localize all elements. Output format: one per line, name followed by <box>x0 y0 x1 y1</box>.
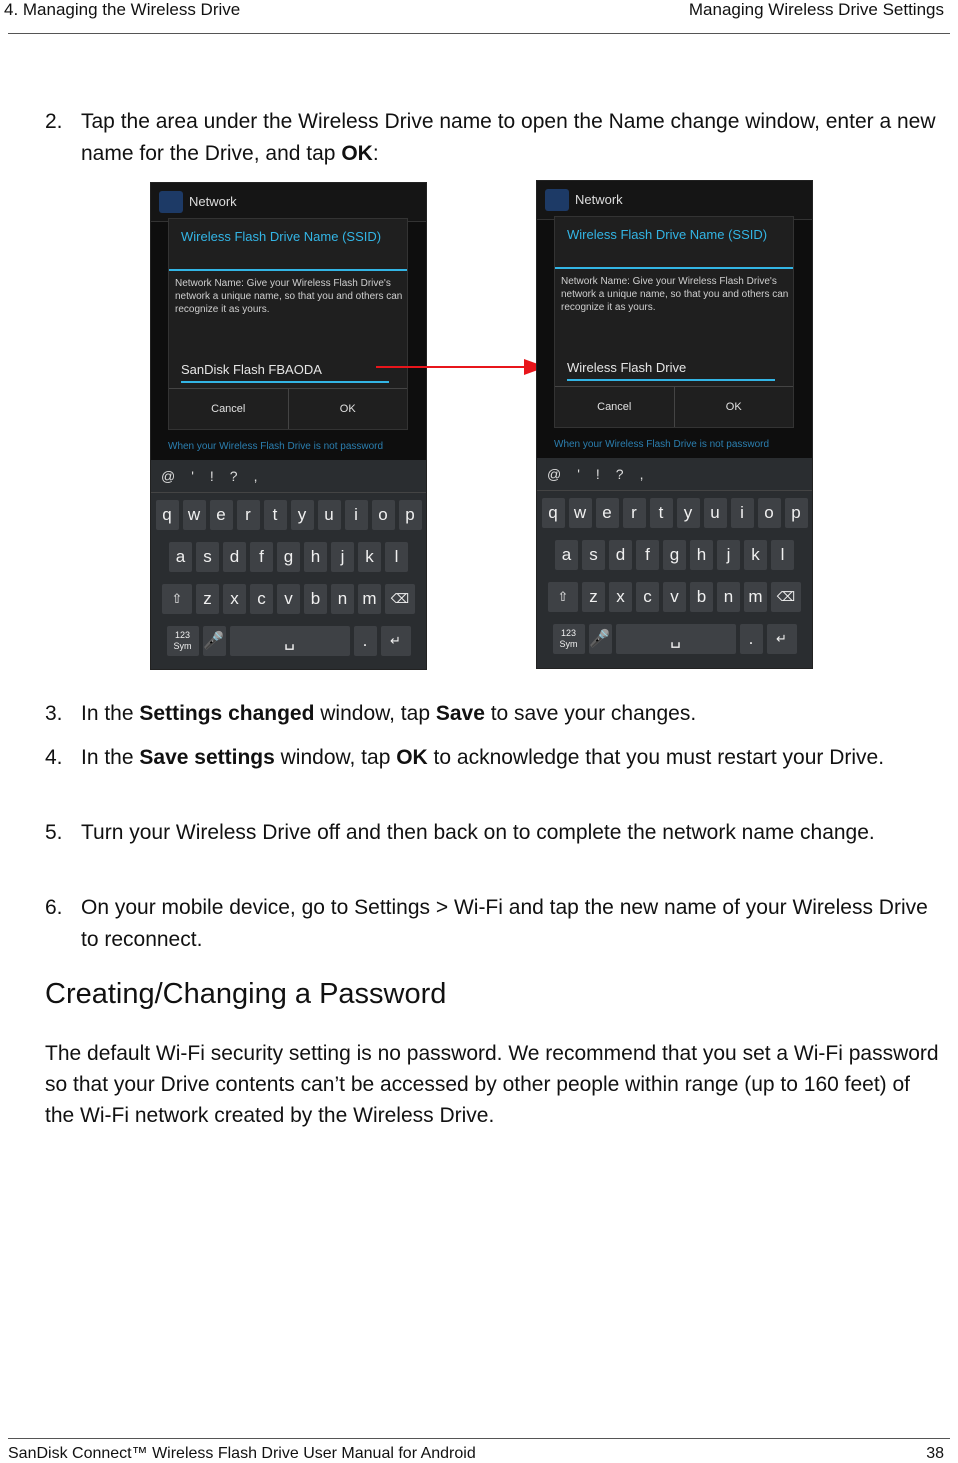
key-row-1 <box>537 498 812 528</box>
key-row-2 <box>151 542 426 572</box>
key[interactable]: t <box>650 498 673 528</box>
key[interactable]: u <box>318 500 341 530</box>
step-6 <box>45 892 945 956</box>
suggestion[interactable]: ? <box>615 466 624 482</box>
step-text-part: window, tap <box>274 746 397 769</box>
key[interactable]: d <box>609 540 632 570</box>
step-bold: OK <box>396 746 428 769</box>
period-key[interactable]: . <box>354 626 377 656</box>
ssid-input[interactable]: SanDisk Flash FBAODA <box>181 359 389 383</box>
key-row-4 <box>537 624 812 654</box>
dialog-description: Network Name: Give your Wireless Flash Drive's network a unique name, so that you and others can recognize it as yours. <box>175 278 403 315</box>
app-title: Network <box>575 192 623 207</box>
backspace-key-icon[interactable]: ⌫ <box>385 584 415 614</box>
key[interactable]: h <box>304 542 327 572</box>
step-text: On your mobile device, go to Settings > Wi-Fi and tap the new name of your Wireless Drive to reconnect. <box>81 896 928 951</box>
dialog-buttons <box>169 388 407 429</box>
key[interactable]: o <box>372 500 395 530</box>
step-number: 5. <box>45 821 63 844</box>
period-key[interactable]: . <box>740 624 763 654</box>
key[interactable]: l <box>771 540 794 570</box>
shift-key-icon[interactable]: ⇧ <box>548 582 578 612</box>
sym-key[interactable]: 123 Sym <box>167 626 199 656</box>
ok-button[interactable]: OK <box>288 389 408 429</box>
space-key-icon[interactable]: ␣ <box>616 624 736 654</box>
step-bold: Save settings <box>139 746 275 769</box>
screenshot-before <box>150 182 427 670</box>
step-number: 6. <box>45 896 63 919</box>
key[interactable]: i <box>345 500 368 530</box>
step-bold: Save <box>435 702 485 725</box>
step-3 <box>45 698 945 730</box>
step-text-part: In the <box>81 746 140 769</box>
suggestion[interactable]: ' <box>577 466 580 482</box>
key[interactable]: f <box>250 542 273 572</box>
sandisk-app-icon <box>159 191 183 213</box>
enter-key-icon[interactable]: ↵ <box>767 624 797 654</box>
key-row-2 <box>537 540 812 570</box>
key[interactable]: x <box>223 584 246 614</box>
sandisk-app-icon <box>545 189 569 211</box>
key[interactable]: f <box>636 540 659 570</box>
suggestion[interactable]: @ <box>547 466 562 482</box>
key[interactable]: z <box>196 584 219 614</box>
key[interactable]: m <box>358 584 381 614</box>
step-text <box>81 106 945 170</box>
ssid-input[interactable]: Wireless Flash Drive <box>567 357 775 381</box>
keyboard <box>537 458 812 668</box>
key[interactable]: t <box>264 500 287 530</box>
step-text-part: Tap the area under the Wireless Drive name to open the Name change window, enter a new name for the Drive, and tap <box>81 110 936 165</box>
key[interactable]: b <box>304 584 327 614</box>
key[interactable]: e <box>210 500 233 530</box>
sym-key[interactable]: 123 Sym <box>553 624 585 654</box>
suggestion[interactable]: ? <box>229 468 238 484</box>
key[interactable]: w <box>183 500 206 530</box>
suggestion[interactable]: ' <box>191 468 194 484</box>
suggestion[interactable]: , <box>253 468 258 484</box>
key-row-1 <box>151 500 426 530</box>
key-row-4 <box>151 626 426 656</box>
running-header-section: Managing Wireless Drive Settings <box>688 0 944 19</box>
key[interactable]: h <box>690 540 713 570</box>
background-text: When your Wireless Flash Drive is not password <box>554 439 770 450</box>
step-text-part: window, tap <box>314 702 436 725</box>
dialog-buttons <box>555 386 793 427</box>
ok-button[interactable]: OK <box>674 387 794 427</box>
key[interactable]: l <box>385 542 408 572</box>
key-row-3 <box>151 584 426 614</box>
step-text <box>81 698 945 730</box>
step-number: 2. <box>45 110 63 133</box>
microphone-key-icon[interactable]: 🎤 <box>589 624 612 654</box>
enter-key-icon[interactable]: ↵ <box>381 626 411 656</box>
section-paragraph: The default Wi-Fi security setting is no password. We recommend that you set a Wi-Fi password so that your Drive contents can’t be accessed by other people within range (up to 160 feet) of the Wi-Fi network created by the Wireless Drive. <box>45 1042 939 1127</box>
key[interactable]: d <box>223 542 246 572</box>
key[interactable]: c <box>250 584 273 614</box>
step-bold: OK <box>341 142 373 165</box>
section-heading: Creating/Changing a Password <box>45 978 447 1010</box>
key[interactable]: n <box>717 582 740 612</box>
key-row-3 <box>537 582 812 612</box>
background-text: When your Wireless Flash Drive is not password <box>168 441 384 452</box>
page-number: 38 <box>926 1445 944 1462</box>
step-text <box>81 742 945 774</box>
footer-rule <box>8 1438 950 1439</box>
step-4 <box>45 742 945 774</box>
key[interactable]: k <box>358 542 381 572</box>
key[interactable]: e <box>596 498 619 528</box>
step-text-part: to save your changes. <box>484 702 697 725</box>
key[interactable]: j <box>331 542 354 572</box>
key[interactable]: x <box>609 582 632 612</box>
key[interactable]: y <box>677 498 700 528</box>
key[interactable]: u <box>704 498 727 528</box>
keyboard <box>151 460 426 669</box>
key[interactable]: i <box>731 498 754 528</box>
backspace-key-icon[interactable]: ⌫ <box>771 582 801 612</box>
step-text-part: In the <box>81 702 140 725</box>
step-text-part: : <box>372 142 379 165</box>
key[interactable]: v <box>663 582 686 612</box>
key[interactable]: g <box>277 542 300 572</box>
step-number: 4. <box>45 746 63 769</box>
suggestion[interactable]: ! <box>595 466 600 482</box>
key[interactable]: a <box>169 542 192 572</box>
name-dialog <box>168 218 408 430</box>
key[interactable]: p <box>399 500 422 530</box>
app-bar <box>537 181 812 220</box>
key[interactable]: s <box>582 540 605 570</box>
key[interactable]: n <box>331 584 354 614</box>
arrow-icon <box>376 356 546 378</box>
key[interactable]: z <box>582 582 605 612</box>
microphone-key-icon[interactable]: 🎤 <box>203 626 226 656</box>
key[interactable]: r <box>237 500 260 530</box>
dialog-title: Wireless Flash Drive Name (SSID) <box>181 229 382 244</box>
dialog-description: Network Name: Give your Wireless Flash Drive's network a unique name, so that you and others can recognize it as yours. <box>561 276 789 313</box>
key[interactable]: k <box>744 540 767 570</box>
step-text-part: to acknowledge that you must restart your Drive. <box>427 746 885 769</box>
space-key-icon[interactable]: ␣ <box>230 626 350 656</box>
key[interactable]: g <box>663 540 686 570</box>
step-text: Turn your Wireless Drive off and then back on to complete the network name change. <box>81 821 875 844</box>
app-title: Network <box>189 194 237 209</box>
suggestion-bar <box>151 460 426 493</box>
dialog-title: Wireless Flash Drive Name (SSID) <box>567 227 768 242</box>
key[interactable]: q <box>542 498 565 528</box>
footer-manual-title: SanDisk Connect™ Wireless Flash Drive User Manual for Android <box>8 1445 476 1462</box>
key[interactable]: c <box>636 582 659 612</box>
key[interactable]: v <box>277 584 300 614</box>
header-rule <box>8 33 950 34</box>
step-5 <box>45 817 945 849</box>
app-bar <box>151 183 426 222</box>
screenshot-after <box>536 180 813 669</box>
key[interactable]: b <box>690 582 713 612</box>
suggestion-bar <box>537 458 812 491</box>
dialog-divider <box>169 269 407 271</box>
key[interactable]: y <box>291 500 314 530</box>
key[interactable]: w <box>569 498 592 528</box>
cancel-button[interactable]: Cancel <box>597 401 632 413</box>
key[interactable]: m <box>744 582 767 612</box>
suggestion[interactable]: ! <box>209 468 214 484</box>
key[interactable]: q <box>156 500 179 530</box>
suggestion[interactable]: , <box>639 466 644 482</box>
suggestion[interactable]: @ <box>161 468 176 484</box>
step-number: 3. <box>45 702 63 725</box>
cancel-button[interactable]: Cancel <box>211 403 246 415</box>
shift-key-icon[interactable]: ⇧ <box>162 584 192 614</box>
key[interactable]: a <box>555 540 578 570</box>
key[interactable]: p <box>785 498 808 528</box>
running-header-chapter: 4. Managing the Wireless Drive <box>4 0 241 19</box>
dialog-divider <box>555 267 793 269</box>
step-bold: Settings changed <box>139 702 315 725</box>
step-2 <box>45 106 945 170</box>
key[interactable]: s <box>196 542 219 572</box>
key[interactable]: o <box>758 498 781 528</box>
name-dialog <box>554 216 794 428</box>
key[interactable]: j <box>717 540 740 570</box>
key[interactable]: r <box>623 498 646 528</box>
